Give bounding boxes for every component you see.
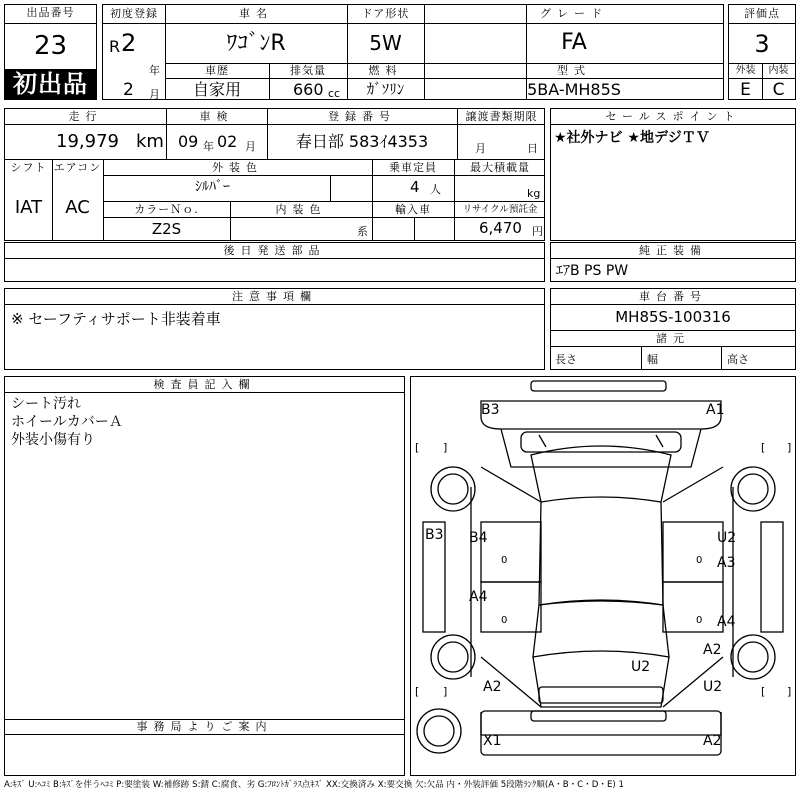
int-color-label: 内装色 bbox=[275, 203, 327, 216]
grade-value: FA bbox=[561, 30, 587, 55]
svg-text:[: [ bbox=[415, 685, 420, 698]
svg-text:0: 0 bbox=[501, 615, 508, 626]
later-parts-box bbox=[4, 242, 545, 282]
lot-number-box bbox=[4, 4, 97, 100]
mileage-unit: km bbox=[136, 131, 164, 152]
selling-points-label: セールスポイント bbox=[605, 110, 741, 123]
ac-label: エアコン bbox=[53, 161, 102, 174]
rear-bumper-bottom bbox=[531, 711, 666, 721]
inspection-year-unit: 年 bbox=[203, 140, 214, 153]
mark-a3: A3 bbox=[717, 555, 736, 571]
mark-a2-right: A2 bbox=[703, 642, 722, 658]
inspector-line-2: ホイールカバーＡ bbox=[11, 414, 123, 430]
details-box bbox=[4, 108, 545, 241]
shift-value: IAT bbox=[14, 197, 43, 218]
lot-number-label: 出品番号 bbox=[26, 6, 75, 19]
ac-value: AC bbox=[65, 197, 90, 218]
interior-grade: C bbox=[772, 80, 785, 100]
svg-text:0: 0 bbox=[696, 615, 703, 626]
inspection-month: 02 bbox=[217, 132, 238, 151]
recycle-label: リサイクル預託金 bbox=[462, 204, 538, 215]
inspector-box bbox=[4, 376, 405, 776]
selling-points-value: ★社外ナビ ★地デジＴＶ bbox=[554, 130, 710, 146]
import-label: 輸入車 bbox=[395, 203, 431, 216]
rear-bumper-lower bbox=[481, 711, 721, 755]
roof bbox=[539, 502, 663, 605]
color-no-value: Z2S bbox=[151, 220, 182, 238]
transfer-month-unit: 月 bbox=[475, 142, 486, 155]
legend-text: A:ｷｽﾞ U:ﾍｺﾐ B:ｷｽﾞを伴うﾍｺﾐ P:要塗装 W:補修跡 S:錆 C:腐食、劣 G:ﾌﾛﾝﾄｶﾞﾗｽ点ｷｽﾞ XX:交換済み X:要交換 欠:欠品 内・外装評価 5段階ﾗﾝｸ順(A・B・C・D・E) 1 bbox=[4, 780, 624, 790]
mark-a2-left: A2 bbox=[483, 679, 502, 695]
displacement-label: 排気量 bbox=[290, 64, 326, 77]
interior-label: 内装 bbox=[768, 65, 789, 76]
mark-b4: B4 bbox=[469, 530, 488, 546]
ext-color-label: 外装色 bbox=[212, 161, 263, 174]
model-value: 5BA-MH85S bbox=[527, 80, 621, 99]
door-value: 5W bbox=[369, 31, 402, 55]
load-label: 最大積載量 bbox=[470, 161, 530, 174]
genuine-label: 純正装備 bbox=[639, 244, 707, 257]
rear-bumper bbox=[481, 712, 721, 735]
mark-a4-left: A4 bbox=[469, 589, 488, 605]
mark-b3-top: B3 bbox=[481, 402, 500, 418]
car-name-label: 車名 bbox=[239, 7, 273, 20]
svg-text:]: ] bbox=[443, 441, 448, 454]
score-box bbox=[728, 4, 796, 100]
chassis-label: 車台番号 bbox=[639, 290, 707, 303]
first-reg-label: 初度登録 bbox=[110, 7, 158, 20]
ext-color-value: ｼﾙﾊﾞｰ bbox=[195, 179, 230, 195]
main-info-box bbox=[102, 4, 724, 100]
era-year: 2 bbox=[121, 29, 137, 57]
mark-u2-right: U2 bbox=[717, 530, 737, 546]
capacity-value: 4 bbox=[410, 178, 420, 196]
inspector-label: 検査員記入欄 bbox=[153, 378, 256, 391]
svg-text:]: ] bbox=[787, 685, 792, 698]
model-label: 型式 bbox=[557, 64, 591, 77]
displacement-value: 660 bbox=[293, 80, 324, 99]
mileage-label: 走行 bbox=[68, 110, 103, 123]
recycle-unit: 円 bbox=[532, 225, 543, 238]
caution-box bbox=[4, 288, 545, 370]
svg-text:[: [ bbox=[415, 441, 420, 454]
left-front-door bbox=[481, 522, 541, 582]
svg-text:]: ] bbox=[443, 685, 448, 698]
front-bumper bbox=[481, 401, 721, 429]
mileage-value: 19,979 bbox=[56, 131, 119, 152]
era-letter: R bbox=[109, 37, 121, 56]
front-bumper-top bbox=[531, 381, 666, 391]
hood-outline bbox=[501, 429, 701, 467]
recycle-value: 6,470 bbox=[479, 219, 522, 237]
color-no-label: カラーＮｏ. bbox=[134, 203, 199, 216]
inspection-month-unit: 月 bbox=[245, 140, 256, 153]
inspector-line-1: シート汚れ bbox=[11, 396, 81, 412]
month-unit: 月 bbox=[149, 88, 160, 101]
damage-diagram-box bbox=[410, 376, 796, 776]
reg-month: 2 bbox=[123, 80, 134, 100]
height-label: 高さ bbox=[727, 353, 749, 366]
caution-text: ※ セーフティサポート非装着車 bbox=[11, 310, 221, 328]
width-label: 幅 bbox=[647, 353, 658, 366]
registration-value: 春日部 583ｲ4353 bbox=[295, 132, 429, 151]
mark-a4-right: A4 bbox=[717, 614, 736, 630]
mark-a1: A1 bbox=[706, 402, 725, 418]
fuel-label: 燃料 bbox=[368, 64, 403, 77]
year-unit: 年 bbox=[149, 64, 160, 77]
svg-text:[: [ bbox=[761, 685, 766, 698]
mark-b3-left: B3 bbox=[425, 527, 444, 543]
first-listing-badge: 初出品 bbox=[5, 69, 96, 100]
svg-text:0: 0 bbox=[501, 555, 508, 566]
front-grille bbox=[521, 432, 681, 452]
transfer-day-unit: 日 bbox=[527, 142, 538, 155]
selling-points-box bbox=[550, 108, 796, 241]
later-parts-label: 後日発送部品 bbox=[223, 244, 326, 257]
grade-label: グレード bbox=[540, 7, 608, 20]
genuine-value: ｴｱB PS PW bbox=[556, 263, 629, 279]
right-rear-door bbox=[663, 582, 723, 632]
genuine-equipment-box bbox=[550, 242, 796, 282]
mark-a2-bottom: A2 bbox=[703, 733, 722, 749]
chassis-box bbox=[550, 288, 796, 370]
door-label: ドア形状 bbox=[361, 7, 410, 20]
svg-text:[: [ bbox=[761, 441, 766, 454]
windshield bbox=[531, 446, 671, 502]
office-label: 事務局よりご案内 bbox=[136, 720, 273, 733]
mark-u2-bottom-right: U2 bbox=[703, 679, 723, 695]
lot-number: 23 bbox=[33, 31, 68, 61]
car-diagram bbox=[411, 377, 795, 775]
right-side-sill bbox=[761, 522, 783, 632]
capacity-label: 乗車定員 bbox=[389, 161, 437, 174]
history-value: 自家用 bbox=[192, 80, 241, 99]
capacity-unit: 人 bbox=[430, 183, 441, 196]
inspection-label: 車検 bbox=[199, 110, 234, 123]
score-value: 3 bbox=[754, 30, 770, 58]
rear-glass bbox=[533, 600, 669, 657]
exterior-grade: E bbox=[740, 80, 751, 100]
displacement-unit: cc bbox=[328, 87, 341, 100]
rear-lamps bbox=[539, 687, 663, 703]
svg-text:0: 0 bbox=[696, 555, 703, 566]
score-label: 評価点 bbox=[744, 7, 780, 20]
chassis-value: MH85S-100316 bbox=[615, 308, 731, 326]
right-front-door bbox=[663, 522, 723, 582]
svg-text:]: ] bbox=[787, 441, 792, 454]
length-label: 長さ bbox=[555, 353, 577, 366]
inspector-line-3: 外装小傷有り bbox=[11, 432, 95, 448]
mark-x1: X1 bbox=[483, 733, 502, 749]
car-name: ﾜｺﾞﾝR bbox=[226, 31, 286, 56]
inspection-year: 09 bbox=[178, 132, 199, 151]
registration-label: 登録番号 bbox=[328, 110, 396, 123]
left-rear-door bbox=[481, 582, 541, 632]
int-color-unit: 系 bbox=[357, 225, 368, 238]
specs-label: 諸元 bbox=[656, 332, 690, 345]
caution-label: 注意事項欄 bbox=[232, 290, 317, 303]
fuel-value: ｶﾞｿﾘﾝ bbox=[366, 80, 405, 98]
mark-u2-center: U2 bbox=[631, 659, 651, 675]
shift-label: シフト bbox=[10, 161, 47, 174]
exterior-label: 外装 bbox=[735, 65, 756, 76]
transfer-label: 譲渡書類期限 bbox=[465, 110, 538, 123]
history-label: 車歴 bbox=[205, 64, 229, 77]
load-unit: kg bbox=[527, 187, 541, 200]
